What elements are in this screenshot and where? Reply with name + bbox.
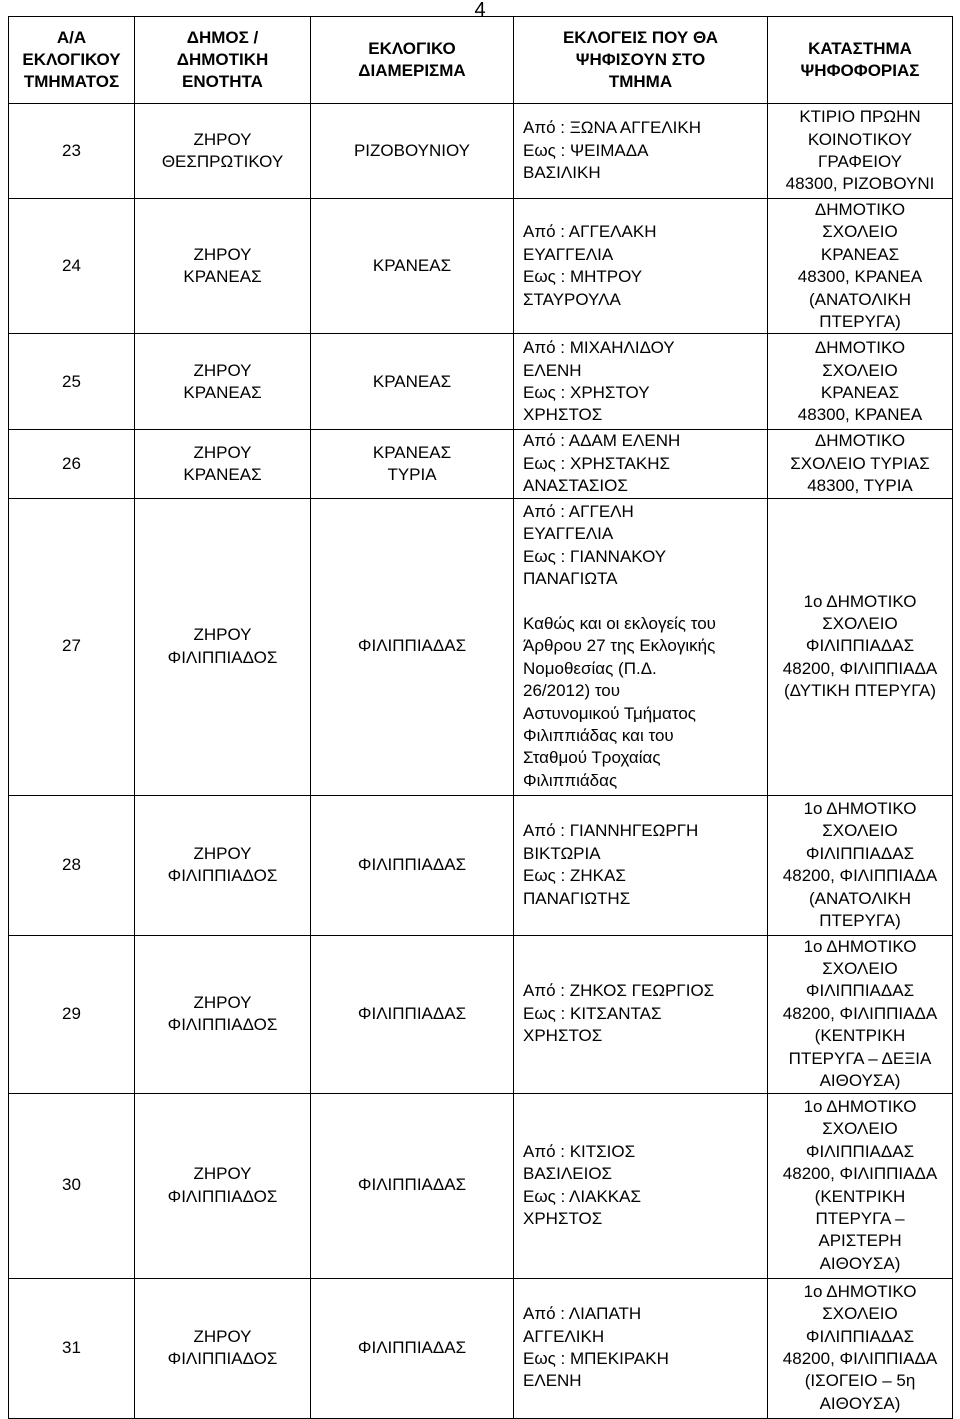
text-line: ΕΚΛΟΓΙΚΟ: [368, 39, 456, 58]
municipality-cell: [135, 334, 311, 430]
electoral-district-cell: [311, 1278, 514, 1418]
text-line: ΑΙΘΟΥΣΑ): [819, 1071, 901, 1091]
text-line: ΣΧΟΛΕΙΟ: [822, 614, 898, 634]
text-line: 48300, ΚΡΑΝΕΑ: [797, 405, 923, 425]
text-line: Εως : ΛΙΑΚΚΑΣ: [523, 1186, 641, 1206]
text-line: ΖΗΡΟΥ: [193, 244, 252, 264]
text-line: ΚΡΑΝΕΑΣ: [183, 465, 262, 485]
section-number-cell: 31: [9, 1278, 135, 1418]
text-line: ΑΙΘΟΥΣΑ): [819, 1253, 901, 1273]
polling-station-cell: [768, 199, 953, 334]
text-line: ΑΓΓΕΛΙΚΗ: [523, 1326, 605, 1346]
section-number-cell: 25: [9, 334, 135, 430]
text-line: ΧΡΗΣΤΟΣ: [523, 405, 603, 425]
table-row: [9, 1093, 953, 1278]
text-line: ΧΡΗΣΤΟΣ: [523, 1026, 603, 1046]
text-line: ΚΑΤΑΣΤΗΜΑ: [808, 39, 912, 58]
table-header-row: [9, 17, 953, 104]
text-line: ΕΥΑΓΓΕΛΙΑ: [523, 524, 614, 544]
text-line: Εως : ΧΡΗΣΤΑΚΗΣ: [523, 453, 671, 473]
text-line: ΦΙΛΙΠΠΙΑΔΟΣ: [167, 1186, 278, 1206]
text-line: ΣΧΟΛΕΙΟ: [822, 821, 898, 841]
electoral-district-cell: [311, 795, 514, 935]
polling-stations-table: [8, 16, 953, 1419]
polling-station-cell: [768, 498, 953, 795]
text-line: Από : ΑΓΓΕΛΗ: [523, 502, 634, 522]
text-line: Άρθρου 27 της Εκλογικής: [523, 636, 716, 656]
text-line: ΠΑΝΑΓΙΩΤΑ: [523, 569, 618, 589]
text-line: ΕΚΛΟΓΕΙΣ ΠΟΥ ΘΑ: [562, 28, 719, 47]
text-line: Εως : ΓΙΑΝΝΑΚΟΥ: [523, 546, 667, 566]
text-line: ΖΗΡΟΥ: [193, 843, 252, 863]
text-line: Εως : ΚΙΤΣΑΝΤΑΣ: [523, 1003, 662, 1023]
text-line: ΚΡΑΝΕΑΣ: [820, 382, 900, 402]
polling-station-cell: [768, 1278, 953, 1418]
text-line: ΖΗΡΟΥ: [193, 992, 252, 1012]
text-line: ΓΡΑΦΕΙΟΥ: [818, 152, 902, 171]
text-line: Αστυνομικού Τμήματος: [523, 703, 696, 723]
polling-station-cell: [768, 1093, 953, 1278]
text-line: 1ο ΔΗΜΟΤΙΚΟ: [803, 1096, 917, 1116]
table-row: [9, 430, 953, 498]
text-line: ΨΗΦΙΣΟΥΝ ΣΤΟ: [575, 50, 706, 69]
text-line: 48200, ΦΙΛΙΠΠΙΑΔΑ: [782, 1349, 938, 1368]
electoral-district-cell: [311, 430, 514, 498]
section-number-cell: 24: [9, 199, 135, 334]
text-line: ΔΙΑΜΕΡΙΣΜΑ: [358, 61, 466, 80]
text-line: 1ο ΔΗΜΟΤΙΚΟ: [803, 1281, 917, 1301]
text-line: ΑΝΑΣΤΑΣΙΟΣ: [523, 476, 628, 496]
text-line: ΦΙΛΙΠΠΙΑΔΑΣ: [805, 1141, 915, 1161]
text-line: Εως : ΖΗΚΑΣ: [523, 866, 626, 886]
text-line: ΑΙΘΟΥΣΑ): [819, 1393, 901, 1413]
text-line: ΤΜΗΜΑΤΟΣ: [23, 72, 120, 91]
municipality-cell: [135, 498, 311, 795]
text-line: (ΚΕΝΤΡΙΚΗ: [814, 1026, 906, 1046]
header-voters: [514, 17, 768, 104]
municipality-cell: [135, 104, 311, 199]
section-number-cell: 29: [9, 935, 135, 1093]
text-line: ΖΗΡΟΥ: [193, 129, 252, 149]
municipality-cell: [135, 935, 311, 1093]
polling-station-cell: [768, 935, 953, 1093]
text-line: ΦΙΛΙΠΠΙΑΔΟΣ: [167, 1349, 278, 1368]
electoral-district-cell: [311, 935, 514, 1093]
text-line: ΖΗΡΟΥ: [193, 1164, 252, 1184]
text-line: ΨΗΦΟΦΟΡΙΑΣ: [800, 61, 920, 80]
text-line: ΠΑΝΑΓΙΩΤΗΣ: [523, 888, 631, 908]
text-line: ΦΙΛΙΠΠΙΑΔΑΣ: [357, 854, 467, 874]
table-row: [9, 199, 953, 334]
text-line: 1ο ΔΗΜΟΤΙΚΟ: [803, 936, 917, 956]
text-line: ΖΗΡΟΥ: [193, 360, 252, 380]
text-line: ΦΙΛΙΠΠΙΑΔΟΣ: [167, 1015, 278, 1035]
text-line: ΕΚΛΟΓΙΚΟΥ: [22, 50, 121, 69]
text-line: Εως : ΨΕΙΜΑΔΑ: [523, 140, 649, 160]
text-line: 48300, ΡΙΖΟΒΟΥΝΙ: [785, 174, 935, 194]
text-line: ΦΙΛΙΠΠΙΑΔΑΣ: [357, 1003, 467, 1023]
header-polling-station: [768, 17, 953, 104]
text-line: ΒΙΚΤΩΡΙΑ: [523, 843, 601, 863]
section-number-cell: 27: [9, 498, 135, 795]
text-line: ΦΙΛΙΠΠΙΑΔΑΣ: [357, 1337, 467, 1357]
text-line: Καθώς και οι εκλογείς του: [523, 614, 716, 634]
text-line: ΤΥΡΙΑ: [387, 465, 437, 485]
municipality-cell: [135, 1278, 311, 1418]
voters-cell: [514, 498, 768, 795]
municipality-cell: [135, 430, 311, 498]
text-line: ΔΗΜΟΤΙΚΟ: [814, 338, 906, 358]
text-line: ΖΗΡΟΥ: [193, 625, 252, 645]
text-line: ΦΙΛΙΠΠΙΑΔΑΣ: [357, 636, 467, 656]
text-line: 48200, ΦΙΛΙΠΠΙΑΔΑ: [782, 1164, 938, 1184]
text-line: Από : ΑΓΓΕΛΑΚΗ: [523, 222, 657, 242]
text-line: ΦΙΛΙΠΠΙΑΔΟΣ: [167, 647, 278, 667]
table-body: [9, 104, 953, 1419]
electoral-district-cell: [311, 199, 514, 334]
text-line: ΣΧΟΛΕΙΟ: [822, 360, 898, 380]
voters-cell: [514, 334, 768, 430]
text-line: 48200, ΦΙΛΙΠΠΙΑΔΑ: [782, 658, 938, 678]
text-line: ΑΡΙΣΤΕΡΗ: [818, 1231, 902, 1251]
table-row: [9, 104, 953, 199]
text-line: [523, 591, 761, 613]
text-line: (ΚΕΝΤΡΙΚΗ: [814, 1186, 906, 1206]
text-line: (ΙΣΟΓΕΙΟ – 5η: [804, 1371, 916, 1391]
text-line: ΦΙΛΙΠΠΙΑΔΑΣ: [805, 1326, 915, 1346]
municipality-cell: [135, 795, 311, 935]
text-line: Σταθμού Τροχαίας: [523, 748, 661, 768]
text-line: ΧΡΗΣΤΟΣ: [523, 1208, 603, 1228]
text-line: ΕΛΕΝΗ: [523, 1371, 582, 1391]
text-line: ΦΙΛΙΠΠΙΑΔΑΣ: [805, 843, 915, 863]
text-line: ΒΑΣΙΛΕΙΟΣ: [523, 1164, 613, 1184]
header-municipality: [135, 17, 311, 104]
text-line: 48300, ΤΥΡΙΑ: [807, 476, 913, 496]
text-line: ΕΝΟΤΗΤΑ: [182, 72, 263, 91]
section-number-cell: 28: [9, 795, 135, 935]
page-number: 4: [474, 0, 486, 21]
text-line: 48200, ΦΙΛΙΠΠΙΑΔΑ: [782, 1003, 938, 1023]
electoral-district-cell: [311, 104, 514, 199]
text-line: ΦΙΛΙΠΠΙΑΔΑΣ: [805, 636, 915, 656]
table-row: [9, 1278, 953, 1418]
header-electoral-district: [311, 17, 514, 104]
electoral-district-cell: [311, 1093, 514, 1278]
text-line: Εως : ΜΠΕΚΙΡΑΚΗ: [523, 1349, 669, 1368]
text-line: ΠΤΕΡΥΓΑ): [819, 910, 901, 930]
polling-station-cell: [768, 795, 953, 935]
text-line: ΦΙΛΙΠΠΙΑΔΟΣ: [167, 866, 278, 886]
text-line: ΘΕΣΠΡΩΤΙΚΟΥ: [161, 152, 284, 171]
voters-cell: [514, 104, 768, 199]
text-line: Φιλιππιάδας: [523, 770, 618, 790]
electoral-district-cell: [311, 334, 514, 430]
text-line: ΕΥΑΓΓΕΛΙΑ: [523, 244, 614, 264]
text-line: Από : ΑΔΑΜ ΕΛΕΝΗ: [523, 431, 681, 451]
voters-cell: [514, 795, 768, 935]
text-line: Από : ΞΩΝΑ ΑΓΓΕΛΙΚΗ: [523, 118, 702, 138]
header-section-number: [9, 17, 135, 104]
voters-cell: [514, 1278, 768, 1418]
text-line: ΚΡΑΝΕΑΣ: [372, 442, 452, 462]
section-number-cell: 30: [9, 1093, 135, 1278]
text-line: ΚΡΑΝΕΑΣ: [183, 267, 262, 287]
text-line: Α/Α: [56, 28, 87, 47]
voters-cell: [514, 199, 768, 334]
electoral-district-cell: [311, 498, 514, 795]
table-row: [9, 935, 953, 1093]
voters-cell: [514, 935, 768, 1093]
text-line: ΖΗΡΟΥ: [193, 442, 252, 462]
text-line: ΚΡΑΝΕΑΣ: [183, 382, 262, 402]
table-row: [9, 334, 953, 430]
text-line: 1ο ΔΗΜΟΤΙΚΟ: [803, 591, 917, 611]
voters-cell: [514, 1093, 768, 1278]
text-line: ΣΧΟΛΕΙΟ: [822, 1304, 898, 1324]
text-line: Από : ΚΙΤΣΙΟΣ: [523, 1141, 636, 1161]
text-line: Από : ΓΙΑΝΝΗΓΕΩΡΓΗ: [523, 821, 699, 841]
text-line: ΡΙΖΟΒΟΥΝΙΟΥ: [353, 140, 471, 160]
text-line: (ΔΥΤΙΚΗ ΠΤΕΡΥΓΑ): [783, 681, 937, 701]
municipality-cell: [135, 1093, 311, 1278]
text-line: ΚΡΑΝΕΑΣ: [372, 256, 452, 276]
text-line: 26/2012) του: [523, 681, 621, 701]
text-line: ΣΤΑΥΡΟΥΛΑ: [523, 289, 621, 309]
table-row: [9, 498, 953, 795]
text-line: Από : ΛΙΑΠΑΤΗ: [523, 1304, 642, 1324]
polling-station-cell: [768, 430, 953, 498]
voters-cell: [514, 430, 768, 498]
text-line: 48200, ΦΙΛΙΠΠΙΑΔΑ: [782, 866, 938, 886]
text-line: ΚΤΙΡΙΟ ΠΡΩΗΝ: [799, 107, 921, 127]
section-number-cell: 26: [9, 430, 135, 498]
text-line: ΕΛΕΝΗ: [523, 360, 582, 380]
text-line: ΚΟΙΝΟΤΙΚΟΥ: [807, 129, 913, 149]
polling-station-cell: [768, 334, 953, 430]
text-line: Εως : ΧΡΗΣΤΟΥ: [523, 382, 650, 402]
text-line: (ΑΝΑΤΟΛΙΚΗ: [808, 289, 912, 309]
text-line: Από : ΖΗΚΟΣ ΓΕΩΡΓΙΟΣ: [523, 981, 715, 1001]
text-line: Νομοθεσίας (Π.Δ.: [523, 658, 657, 678]
text-line: ΦΙΛΙΠΠΙΑΔΑΣ: [357, 1175, 467, 1195]
text-line: Εως : ΜΗΤΡΟΥ: [523, 267, 643, 287]
polling-station-cell: [768, 104, 953, 199]
section-number-cell: 23: [9, 104, 135, 199]
text-line: ΦΙΛΙΠΠΙΑΔΑΣ: [805, 981, 915, 1001]
text-line: ΔΗΜΟΤΙΚΟ: [814, 200, 906, 219]
text-line: 48300, ΚΡΑΝΕΑ: [797, 267, 923, 287]
text-line: ΠΤΕΡΥΓΑ): [819, 312, 901, 332]
table-row: [9, 795, 953, 935]
text-line: ΒΑΣΙΛΙΚΗ: [523, 163, 601, 183]
text-line: ΔΗΜΟΤΙΚΗ: [176, 50, 269, 69]
municipality-cell: [135, 199, 311, 334]
text-line: ΠΤΕΡΥΓΑ – ΔΕΞΙΑ: [788, 1048, 932, 1068]
text-line: ΤΜΗΜΑ: [608, 72, 673, 91]
text-line: ΣΧΟΛΕΙΟ ΤΥΡΙΑΣ: [790, 453, 930, 473]
text-line: ΔΗΜΟΣ /: [186, 28, 259, 47]
text-line: ΣΧΟΛΕΙΟ: [822, 222, 898, 242]
text-line: ΚΡΑΝΕΑΣ: [372, 371, 452, 391]
text-line: ΖΗΡΟΥ: [193, 1326, 252, 1346]
text-line: ΣΧΟΛΕΙΟ: [822, 1119, 898, 1139]
text-line: ΣΧΟΛΕΙΟ: [822, 959, 898, 979]
text-line: (ΑΝΑΤΟΛΙΚΗ: [808, 888, 912, 908]
text-line: ΠΤΕΡΥΓΑ –: [815, 1208, 905, 1228]
text-line: Φιλιππιάδας και του: [523, 726, 674, 746]
text-line: 1ο ΔΗΜΟΤΙΚΟ: [803, 798, 917, 818]
text-line: ΔΗΜΟΤΙΚΟ: [814, 431, 906, 451]
text-line: Από : ΜΙΧΑΗΛΙΔΟΥ: [523, 338, 675, 358]
text-line: ΚΡΑΝΕΑΣ: [820, 244, 900, 264]
